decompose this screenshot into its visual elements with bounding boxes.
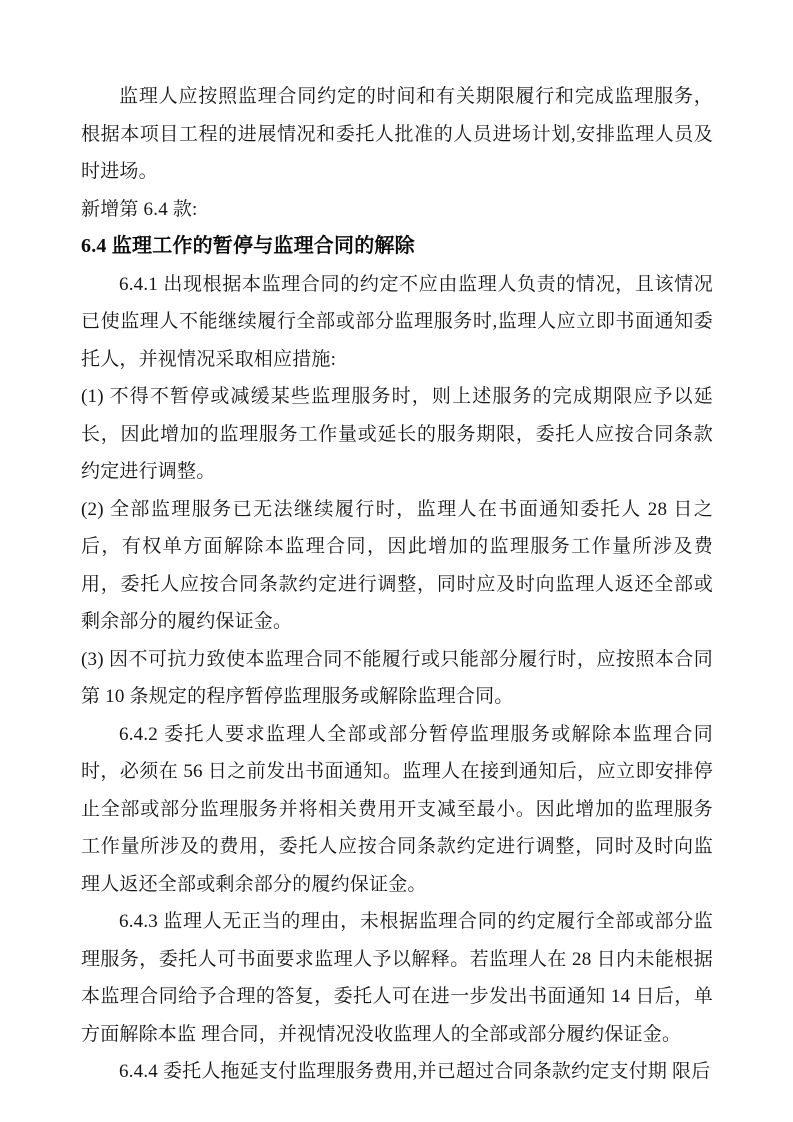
paragraph-item-2: (2) 全部监理服务已无法继续履行时，监理人在书面通知委托人 28 日之后，有权单方面解除本监理合同，因此增加的监理服务工作量所涉及费用，委托人应按合同条款约定进行调整，同时应及时向监理人返还全部或剩余部分的履约保证金。 xyxy=(81,498,713,632)
section-heading-6-4: 6.4 监理工作的暂停与监理合同的解除 xyxy=(81,235,415,257)
paragraph-clause-6-4-1: 6.4.1 出现根据本监理合同的约定不应由监理人负责的情况，且该情况已使监理人不能继续履行全部或部分监理服务时,监理人应立即书面通知委托人，并视情况采取相应措施: xyxy=(81,273,713,370)
paragraph-item-1: (1) 不得不暂停或减缓某些监理服务时，则上述服务的完成期限应予以延长，因此增加的监理服务工作量或延长的服务期限，委托人应按合同条款约定进行调整。 xyxy=(81,386,713,482)
paragraph-clause-6-4-3: 6.4.3 监理人无正当的理由，未根据监理合同的约定履行全部或部分监理服务，委托人可书面要求监理人予以解释。若监理人在 28 日内未能根据本监理合同给予合理的答复，委托人可在进一步发出书面通知 14 日后，单方面解除本监 理合同，并视情况没收监理人的全部或部分履约保证金。 xyxy=(81,911,713,1045)
paragraph-item-3: (3) 因不可抗力致使本监理合同不能履行或只能部分履行时，应按照本合同第 10 条规定的程序暂停监理服务或解除监理合同。 xyxy=(81,648,713,707)
paragraph-new-clause-intro: 新增第 6.4 款: xyxy=(81,198,198,220)
paragraph-clause-6-4-2: 6.4.2 委托人要求监理人全部或部分暂停监理服务或解除本监理合同时，必须在 56 日之前发出书面通知。监理人在接到通知后，应立即安排停止全部或部分监理服务并将相关费用开支减至最小。因此增加的监理服务工作量所涉及的费用，委托人应按合同条款约定进行调整，同时及时向监理人返还全部或剩余部分的履约保证金。 xyxy=(81,723,713,895)
paragraph-clause-6-4-4: 6.4.4 委托人拖延支付监理服务费用,并已超过合同条款约定支付期 限后 xyxy=(119,1061,711,1082)
document-body xyxy=(81,78,713,1091)
paragraph-performance-obligation: 监理人应按照监理合同约定的时间和有关期限履行和完成监理服务，根据本项目工程的进展情况和委托人批准的人员进场计划,安排监理人员及时进场。 xyxy=(81,86,713,182)
